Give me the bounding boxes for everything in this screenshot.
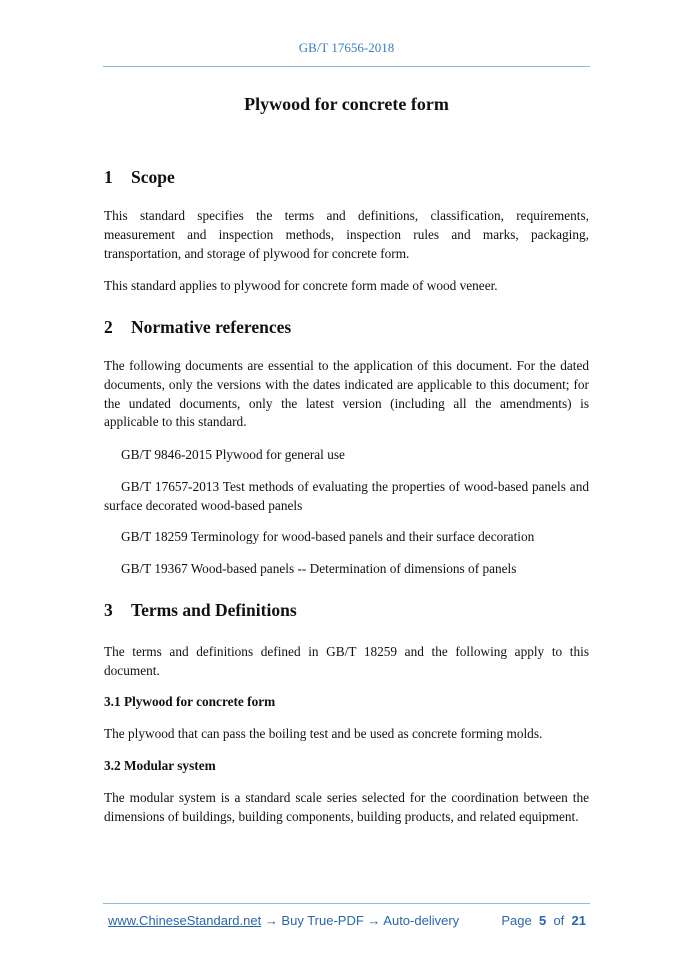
section-heading-normative-references <box>104 317 291 338</box>
footer-rule <box>103 903 590 904</box>
website-link[interactable]: www.ChineseStandard.net <box>108 913 262 928</box>
section-number: 3 <box>104 600 113 620</box>
section-title: Terms and Definitions <box>131 600 297 620</box>
section-heading-scope <box>104 167 175 188</box>
header-rule <box>103 66 590 67</box>
page-number: 5 <box>538 913 547 928</box>
document-title: Plywood for concrete form <box>244 94 449 114</box>
reference-item: GB/T 9846-2015 Plywood for general use <box>121 447 345 462</box>
reference-item: GB/T 17657-2013 Test methods of evaluating the properties of wood-based panels and surface decorated wood-based panels <box>104 479 589 513</box>
section-title: Normative references <box>131 317 292 337</box>
total-pages: 21 <box>571 913 586 928</box>
section-heading-terms <box>104 600 297 621</box>
footer <box>108 913 586 928</box>
section-number: 1 <box>104 167 113 187</box>
term-definition: The modular system is a standard scale series selected for the coordination between the dimensions of buildings, building components, building products, and related equipment. <box>104 790 589 824</box>
term-heading: 3.2 Modular system <box>104 758 216 773</box>
header-standard-code: GB/T 17656-2018 <box>298 40 395 55</box>
paragraph: This standard specifies the terms and definitions, classification, requirements, measurement and inspection methods, inspection rules and marks, packaging, transportation, and storage of plywood for concrete form. <box>104 208 589 261</box>
paragraph: This standard applies to plywood for concrete form made of wood veneer. <box>104 278 498 293</box>
paragraph: The following documents are essential to the application of this document. For the dated documents, only the versions with the dates indicated are applicable to this document; for the undated documents, only the latest version (including all the amendments) is applicable to this standard. <box>104 358 589 430</box>
section-title: Scope <box>131 167 175 187</box>
term-definition: The plywood that can pass the boiling test and be used as concrete forming molds. <box>104 726 543 741</box>
reference-item: GB/T 19367 Wood-based panels -- Determination of dimensions of panels <box>121 561 517 576</box>
term-heading: 3.1 Plywood for concrete form <box>104 694 276 709</box>
section-number: 2 <box>104 317 113 337</box>
page-indicator <box>501 913 586 928</box>
page-label: Page <box>501 913 532 928</box>
footer-tagline: → Buy True-PDF → Auto-delivery <box>261 913 460 928</box>
of-label: of <box>553 913 565 928</box>
reference-item: GB/T 18259 Terminology for wood-based panels and their surface decoration <box>121 529 535 544</box>
paragraph: The terms and definitions defined in GB/T 18259 and the following apply to this document. <box>104 644 589 678</box>
